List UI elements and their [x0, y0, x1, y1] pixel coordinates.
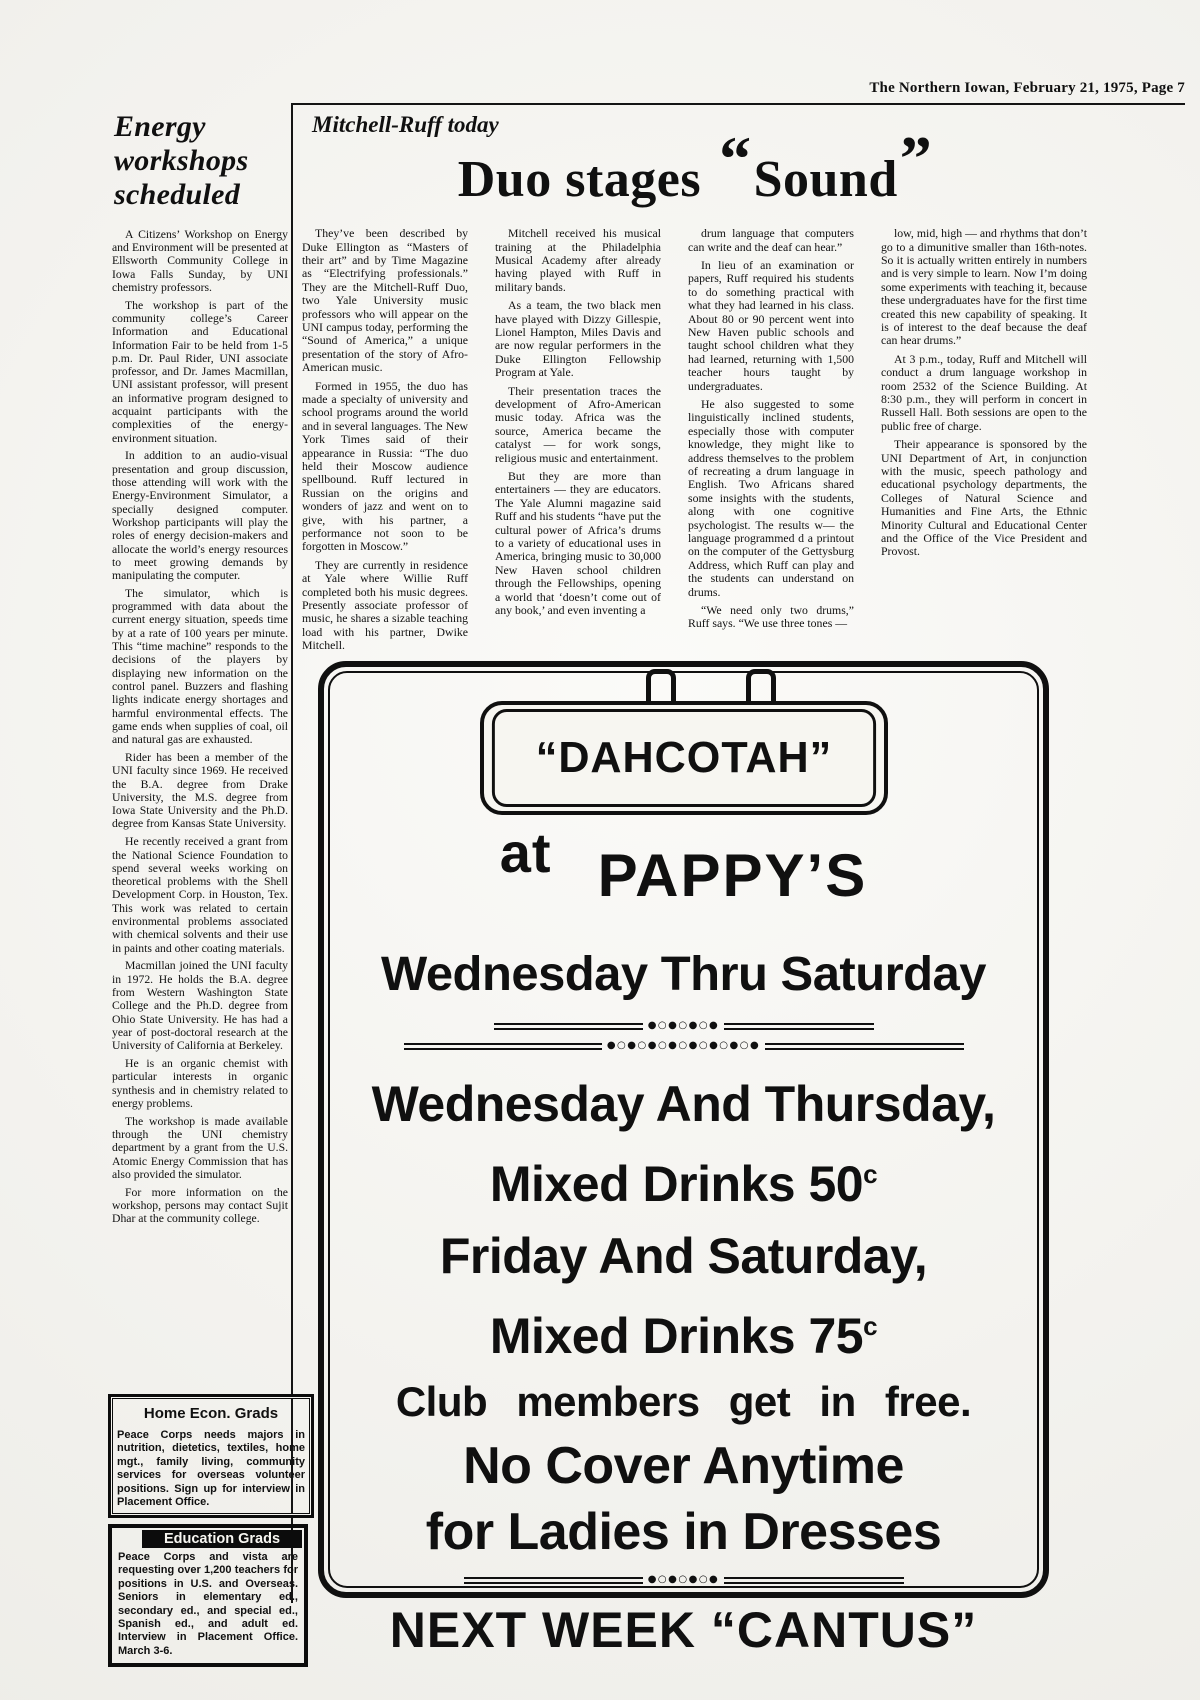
- chain-ornament-icon: ●○●○●○●: [647, 1020, 720, 1031]
- venue-name: PAPPY’S: [597, 842, 868, 909]
- article-paragraph: He also suggested to some linguistically inclined students, especially those with computer knowledge, they might like to address themselves to the problem of recreating a drum language in English. Two Africans shared some insights with the students, along with one cognitive psychologist. The results w— the language programmed d a printout on the computer of the Gettysburg Address, which Ruff can play and the students can understand on drums.: [688, 396, 854, 599]
- article-columns: [302, 227, 1102, 658]
- mitchell-ruff-article: [302, 108, 1102, 658]
- venue-line: [330, 821, 1037, 913]
- article-paragraph: Their presentation traces the development of Afro-American music today. Africa was the source, America became the catalyst — for work songs, religious music and entertainment.: [495, 383, 661, 465]
- title-line-2: workshops: [114, 143, 249, 177]
- energy-paragraph: The simulator, which is programmed with data about the current energy situation, speeds time by at a rate of 100 years per minute. This “time machine” responds to the decisions of the players by displaying new information on the control panel. Buzzers and flashing lights indicate energy shortages and harmful environmental effects. The game ends when supplies of coal, oil and natural gas are exhausted.: [112, 586, 288, 747]
- article-paragraph: At 3 p.m., today, Ruff and Mitchell will conduct a drum language workshop in room 2532 of the Science Building. At 8:30 p.m., they will perform in concert in Russell Hall. Both sessions are open to the public free of charge.: [881, 351, 1087, 433]
- energy-paragraph: The workshop is made available through the UNI chemistry department by a grant from the U.S. Atomic Energy Commission that has also provided the simulator.: [112, 1114, 288, 1181]
- cents-symbol: c: [863, 1311, 878, 1341]
- article-column-2: [495, 227, 661, 658]
- article-paragraph: As a team, the two black men have played with Dizzy Gillespie, Lionel Hampton, Miles Davis and are now regular performers in the Duke Ellington Fellowship Program at Yale.: [495, 298, 661, 380]
- article-kicker: Mitchell-Ruff today: [312, 112, 499, 137]
- home-econ-grads-ad: [108, 1394, 314, 1518]
- education-title: Education Grads: [142, 1530, 302, 1548]
- promo-ladies-dresses: for Ladies in Dresses: [425, 1503, 942, 1561]
- education-grads-ad: [108, 1524, 308, 1667]
- energy-paragraph: Rider has been a member of the UNI faculty since 1969. He received the B.A. degree from Drake University, the M.S. degree from Iowa State University and the Ph.D. degree from Kansas State University.: [112, 750, 288, 831]
- article-column-3: [688, 227, 854, 658]
- article-paragraph: “We need only two drums,” Ruff says. “We use three tones —: [688, 603, 854, 631]
- top-rule: [291, 103, 1185, 105]
- energy-paragraph: Macmillan joined the UNI faculty in 1972. He holds the B.A. degree from Western Washington State College and the Ph.D. degree from Ohio State University. He has had a year of post-doctoral research at the University of California at Berkeley.: [112, 959, 288, 1053]
- energy-article-title: [114, 110, 288, 212]
- article-paragraph: But they are more than entertainers — they are educators. The Yale Alumni magazine said Ruff and his students “have put the cultural power of Africa’s drums to a variety of educational uses in America, bringing music to 30,000 New Haven school children through the Fellowships, opening a world that ‘doesn’t come out of any book,’ and even inventing a: [495, 469, 661, 618]
- promo-mixed-drinks-50: Mixed Drinks 50$^c$: [489, 1156, 878, 1212]
- energy-article: [112, 110, 288, 1230]
- article-paragraph: low, mid, high — and rhythms that don’t go to a dimunitive smaller than 16th-notes. So it is actually written entirely in numbers and is very simple to learn. Now I’m doing some experiments with teaching it, because these undergraduates have for the first time created this new capability of speaking. It is of interest to the deaf because the deaf can hear drums.”: [881, 226, 1087, 348]
- page-header: The Northern Iowan, February 21, 1975, Page 7: [869, 80, 1185, 96]
- energy-paragraph: He recently received a grant from the National Science Foundation to spend several weeks working on theoretical problems with the Shell Development Corp. in Houston, Tex. This work was related to certain environmental problems associated with chemical solvents and their use in paints and other coating materials.: [112, 835, 288, 955]
- article-paragraph: drum language that computers can write and the deaf can hear.”: [688, 226, 854, 254]
- chain-ornament-icon: ●○●○●○●○●○●○●○●: [606, 1040, 761, 1051]
- close-quote-icon: ”: [899, 123, 933, 194]
- article-column-1: [302, 227, 468, 658]
- ornament-divider-top-long: [404, 1041, 964, 1051]
- energy-paragraph: The workshop is part of the community college’s Career Information and Educational Information Fair to be held from 1-5 p.m. Dr. Paul Rider, UNI associate professor, and Dr. James Macmillan, UNI assistant professor, will present an informative program designed to acquaint participants with the complexities of the energy-environment situation.: [112, 298, 288, 445]
- home-econ-title: Home Econ. Grads: [143, 1405, 279, 1422]
- title-line-1: Energy: [114, 110, 206, 143]
- promo-mixed-drinks-75: Mixed Drinks 75$^c$: [489, 1308, 878, 1364]
- article-paragraph: In lieu of an examination or papers, Ruff required his students to do something practical with what they had learned in his class. About 80 or 90 percent went into New Haven public schools and taught school children what they had learned, returning with 1,500 teacher hours taught by undergraduates.: [688, 257, 854, 393]
- article-paragraph: They’ve been described by Duke Ellington as “Masters of their art” and by Time Magazine as “Electrifying professionals.” They are the Mitchell-Ruff Duo, two Yale University music professors who will appear on the UNI campus today, performing the “Sound of America,” a unique presentation of the story of Afro-American music.: [302, 226, 468, 375]
- open-quote-icon: “: [719, 123, 752, 194]
- column-divider-rule: [291, 103, 293, 1603]
- pappys-ad-inner-border: [328, 671, 1039, 1658]
- promo-wed-thu: Wednesday And Thursday,: [371, 1076, 996, 1132]
- ornament-divider-top-short: [494, 1021, 874, 1031]
- headline-text: Duo stages: [457, 151, 702, 208]
- days-line: Wednesday Thru Saturday: [381, 948, 986, 1001]
- article-paragraph: They are currently in residence at Yale where Willie Ruff completed both his music degrees. Presently associate professor of music, he shares a sizable teaching load with his partner, Dwike Mitchell.: [302, 557, 468, 653]
- headline-quoted-word: Sound: [753, 151, 898, 208]
- promo-fri-sat: Friday And Saturday,: [439, 1228, 928, 1284]
- energy-paragraph: A Citizens’ Workshop on Energy and Environment will be presented at Ellsworth Community College in Iowa Falls Sunday, by UNI chemistry professors.: [112, 227, 288, 294]
- dahcotah-sign-text: “DAHCOTAH”: [491, 709, 875, 807]
- at-label: at: [499, 821, 552, 884]
- title-line-3: scheduled: [114, 177, 241, 211]
- chain-ornament-icon: ●○●○●○●: [647, 1574, 720, 1585]
- promo-club-members: Club members get in free.: [395, 1378, 972, 1425]
- article-paragraph: Their appearance is sponsored by the UNI Department of Art, in conjunction with the music, speech pathology and educational psychology departments, the Colleges of Natural Science and Humanities and Fine Arts, the Ethnic Minority Cultural and Educational Center and the Office of the Vice President and Provost.: [881, 437, 1087, 559]
- energy-paragraph: He is an organic chemist with particular interests in organic synthesis and in chemistry related to energy problems.: [112, 1056, 288, 1110]
- dahcotah-sign: [480, 701, 888, 815]
- article-paragraph: Formed in 1955, the duo has made a specialty of university and school programs around the world and in several languages. The New York Times said of their appearance in Russia: “The duo held their Moscow audience spellbound. Ruff lectured in Russian on the origins and wonders of jazz and went on to give, with his partner, a performance not soon to be forgotten in Moscow.”: [302, 378, 468, 554]
- cents-symbol: c: [863, 1159, 878, 1189]
- home-econ-body: Peace Corps needs majors in nutrition, dietetics, textiles, home mgt., family living, community services for overseas volunteer positions. Sign up for interview in Placement Office.: [117, 1429, 305, 1509]
- article-paragraph: Mitchell received his musical training at the Philadelphia Musical Academy after already having played with Ruff in military bands.: [495, 226, 661, 294]
- article-column-4: [881, 227, 1087, 658]
- promo-no-cover: No Cover Anytime: [463, 1437, 904, 1495]
- energy-paragraph: In addition to an audio-visual presentation and group discussion, those attending will work with the Energy-Environment Simulator, a specially designed computer. Workshop participants will play the roles of energy decision-makers and allocate the world’s energy resources to meet growing demands by manipulating the computer.: [112, 449, 288, 583]
- pappys-ad: [318, 661, 1049, 1658]
- ornament-divider-bottom: [464, 1575, 904, 1585]
- education-body: Peace Corps and vista are requesting over 1,200 teachers for positions in U.S. and Overseas. Seniors in elementary ed., secondary ed., and special ed., Spanish ed., and adult ed. Interview in Placement Office. March 3-6.: [118, 1551, 298, 1657]
- energy-paragraph: For more information on the workshop, persons may contact Sujit Dhar at the community college.: [112, 1185, 288, 1226]
- next-week-line: NEXT WEEK “CANTUS”: [389, 1602, 978, 1658]
